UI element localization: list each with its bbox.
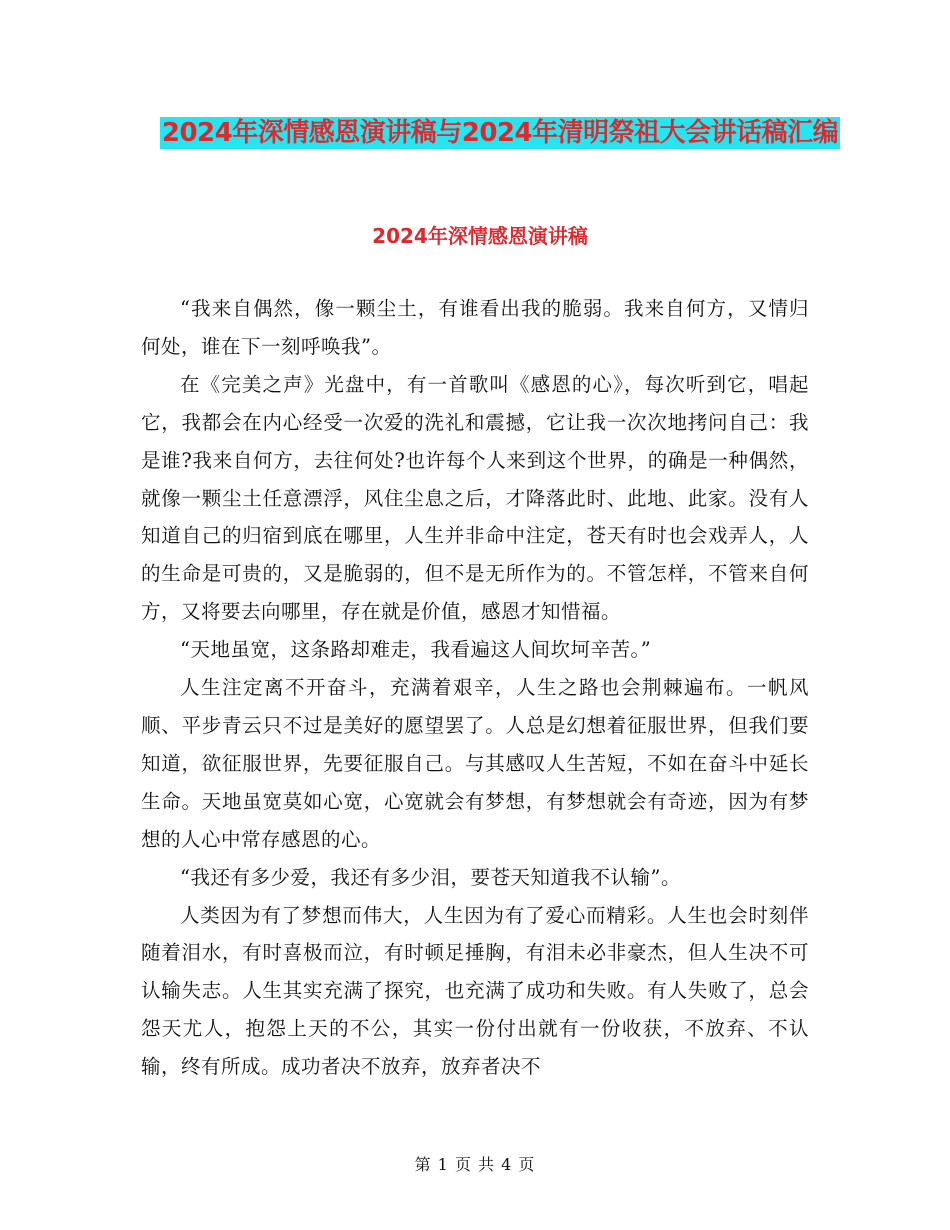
body-text bbox=[141, 290, 809, 1086]
paragraph: “我还有多少爱，我还有多少泪，要苍天知道我不认输”。 bbox=[180, 865, 681, 889]
section-title: 2024年深情感恩演讲稿 bbox=[372, 224, 588, 248]
document-title bbox=[120, 112, 880, 155]
paragraph: 人生注定离不开奋斗，充满着艰辛，人生之路也会荆棘遍布。一帆风顺、平步青云只不过是美好的愿望罢了。人总是幻想着征服世界，但我们要知道，欲征服世界，先要征服自己。与其感叹人生苦短，不如在奋斗中延长生命。天地虽宽莫如心宽，心宽就会有梦想，有梦想就会有奇迹，因为有梦想的人心中常存感恩的心。 bbox=[141, 676, 809, 851]
page-number: 第 1 页 共 4 页 bbox=[414, 1155, 536, 1174]
paragraph: 在《完美之声》光盘中，有一首歌叫《感恩的心》，每次听到它，唱起它，我都会在内心经受一次爱的洗礼和震撼，它让我一次次地拷问自己：我是谁?我来自何方，去往何处?也许每个人来到这个世界，的确是一种偶然，就像一颗尘土任意漂浮，风住尘息之后，才降落此时、此地、此家。没有人知道自己的归宿到底在哪里，人生并非命中注定，苍天有时也会戏弄人，人的生命是可贵的，又是脆弱的，但不是无所作为的。不管怎样，不管来自何方，又将要去向哪里，存在就是价值，感恩才知惜福。 bbox=[141, 372, 809, 624]
paragraph: “天地虽宽，这条路却难走，我看遍这人间坎坷辛苦。” bbox=[180, 638, 652, 662]
paragraph: 人类因为有了梦想而伟大，人生因为有了爱心而精彩。人生也会时刻伴随着泪水，有时喜极而泣，有时顿足捶胸，有泪未必非豪杰，但人生决不可认输失志。人生其实充满了探究，也充满了成功和失败。有人失败了，总会怨天尤人，抱怨上天的不公，其实一份付出就有一份收获，不放弃、不认输，终有所成。成功者决不放弃，放弃者决不 bbox=[141, 903, 809, 1079]
page-footer bbox=[0, 1154, 950, 1176]
document-title-text: 2024年深情感恩演讲稿与2024年清明祭祖大会讲话稿汇编 bbox=[161, 118, 839, 148]
paragraph: “我来自偶然，像一颗尘土，有谁看出我的脆弱。我来自何方，又情归何处，谁在下一刻呼唤我”。 bbox=[141, 297, 809, 358]
